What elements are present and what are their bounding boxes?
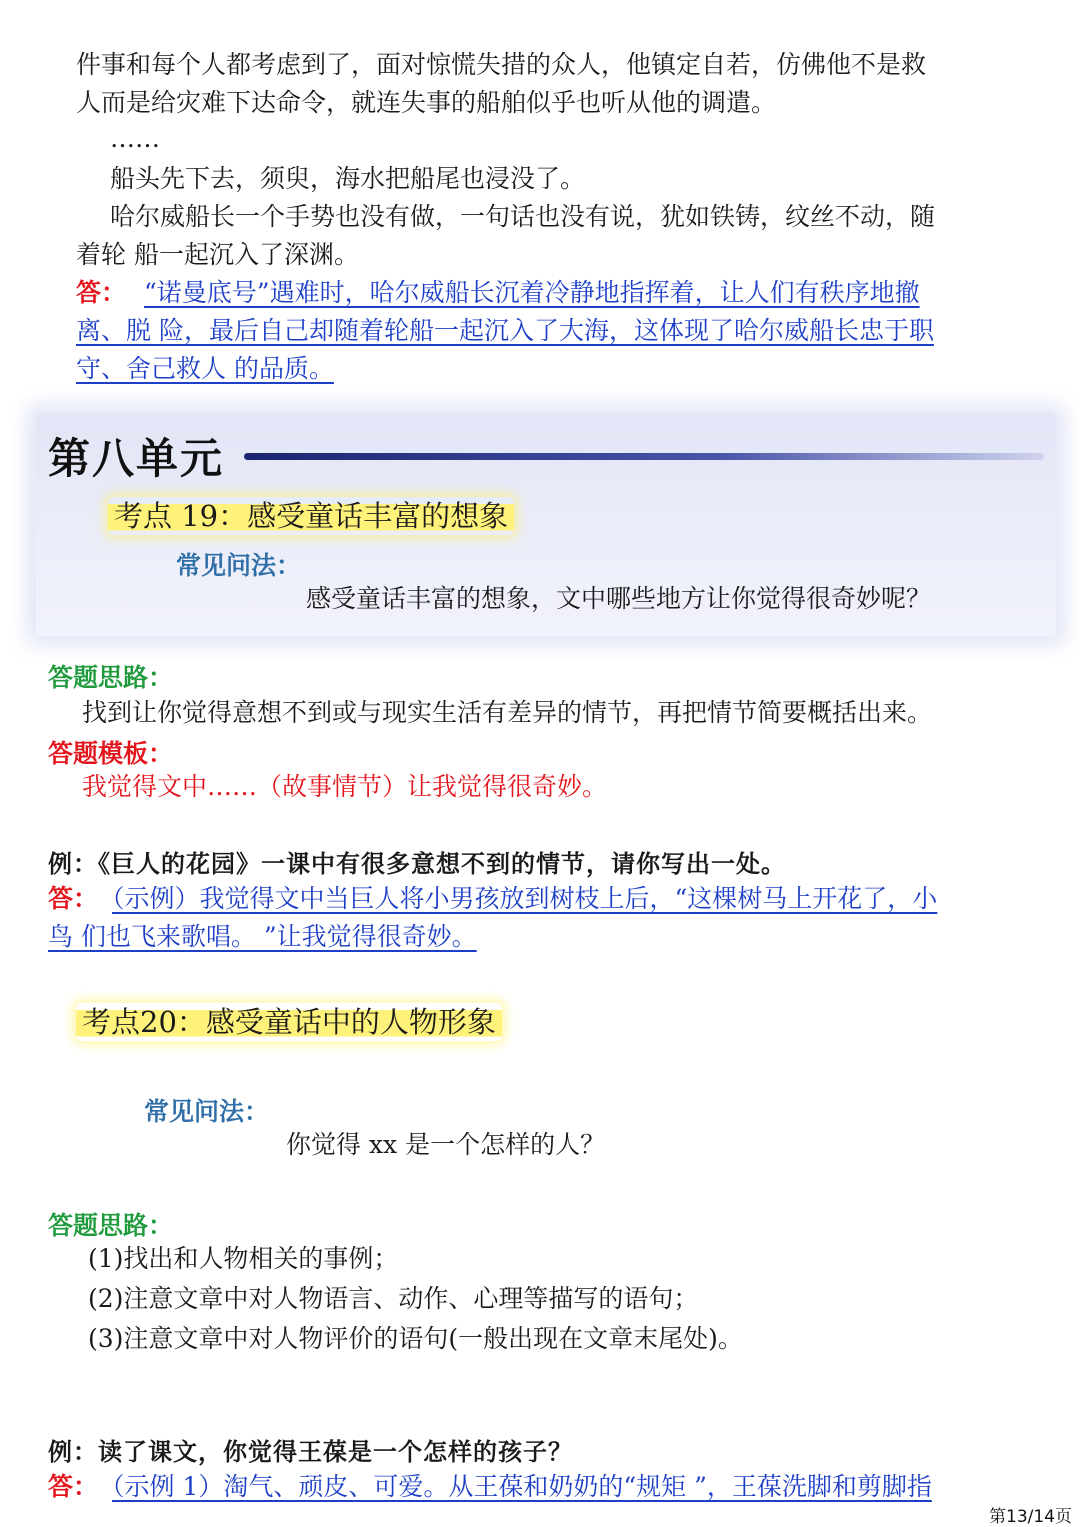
kd20-example-question: 例：读了课文，你觉得王葆是一个怎样的孩子？ [48,1437,573,1466]
unit-title-rule [244,453,1044,460]
kd19-template-text: 我觉得文中……（故事情节）让我觉得很奇妙。 [82,772,608,801]
kd19-example-question: 例：《巨人的花园》一课中有很多意想不到的情节，请你写出一处。 [48,849,786,878]
intro-line-2: 人而是给灾难下达命令，就连失事的船舶似乎也听从他的调遣。 [76,88,777,117]
intro-answer-line-2 [76,312,934,350]
kd19-template-label: 答题模板： [48,739,174,768]
intro-line-5: 着轮 船一起沉入了深渊。 [76,240,359,269]
kd20-method-text: 你觉得 xx 是一个怎样的人？ [286,1130,606,1159]
kd20-step-3: (3)注意文章中对人物评价的语句(一般出现在文章末尾处)。 [88,1324,743,1353]
intro-answer-line-3 [76,350,334,388]
kd19-method-text: 感受童话丰富的想象，文中哪些地方让你觉得很奇妙呢？ [306,584,932,613]
kd20-title-text: 考点20：感受童话中的人物形象 [76,1003,502,1041]
unit-title: 第八单元 [48,434,225,483]
intro-line-4: 哈尔威船长一个手势也没有做，一句话也没有说，犹如铁铸，纹丝不动，随 [110,202,936,231]
answer-label: 答： [48,1472,99,1501]
intro-ellipsis: …… [110,124,160,153]
answer-text: （示例）我觉得文中当巨人将小男孩放到树枝上后，“这棵树马上开花了，小 [112,884,938,913]
answer-text: 守、舍己救人 的品质。 [76,354,334,383]
answer-label: 答： [48,884,99,913]
kd20-step-2: (2)注意文章中对人物语言、动作、心理等描写的语句； [88,1284,699,1313]
answer-text: 鸟 们也飞来歌唱。 ”让我觉得很奇妙。 [48,922,477,951]
answer-text: 离、脱 险，最后自己却随着轮船一起沉入了大海，这体现了哈尔威船长忠于职 [76,316,934,345]
answer-text: （示例 1）淘气、顽皮、可爱。从王葆和奶奶的“规矩 ”，王葆洗脚和剪脚指 [112,1472,932,1501]
kd19-method-label: 常见问法： [176,551,302,580]
answer-text: “诺曼底号”遇难时，哈尔威船长沉着冷静地指挥着，让人们有秩序地撤 [144,278,920,307]
intro-line-3: 船头先下去，须臾，海水把船尾也浸没了。 [110,164,586,193]
kd19-answer [48,880,937,918]
intro-answer [76,274,920,312]
kd19-thinking-label: 答题思路： [48,663,174,692]
intro-line-1: 件事和每个人都考虑到了，面对惊慌失措的众人，他镇定自若，仿佛他不是救 [76,50,927,79]
kd19-thinking-text: 找到让你觉得意想不到或与现实生活有差异的情节，再把情节简要概括出来。 [82,698,933,727]
kd19-title-text: 考点 19：感受童话丰富的想象 [108,497,514,535]
kd20-answer [48,1468,932,1506]
kd19-answer-line-2 [48,918,477,956]
kd20-step-1: (1)找出和人物相关的事例； [88,1244,399,1273]
kd20-method-label: 常见问法： [144,1097,270,1126]
kd19-title [108,494,514,535]
kd20-thinking-label: 答题思路： [48,1211,174,1240]
answer-label: 答： [76,278,127,307]
page-number: 第13/14页 [989,1507,1072,1527]
kd20-title [76,1000,502,1041]
